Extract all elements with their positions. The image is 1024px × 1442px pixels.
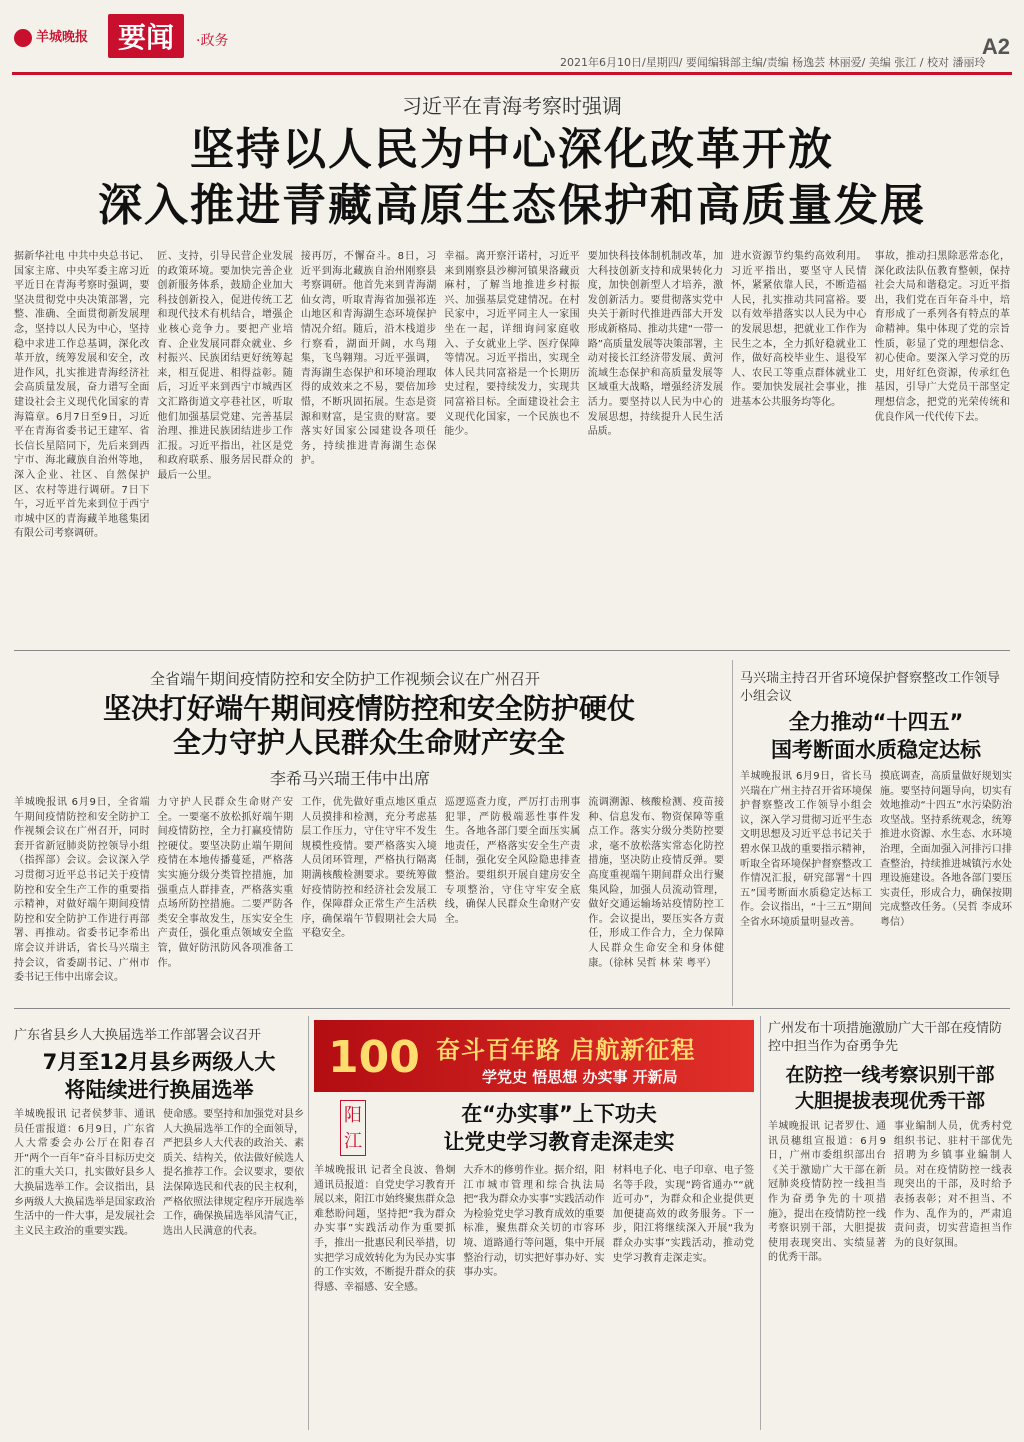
story2-headline <box>14 692 724 760</box>
brand-name: 羊城晚报 <box>36 30 89 45</box>
story2-column: 流调溯源、核酸检测、疫苗接种、信息发布、物资保障等重点工作。落实分级分类防控要求，毫不放松落实常态化防控措施，坚决防止疫情反弹。要高度重视端午期间群众出行聚集风险，加强人员流动管理，做好交通运输场站疫情防控工作。会议提出，要压实各方责任，形成工作合力，全力保障人民群众生命安全和身体健康。（徐林 吴哲 林 荣 粤平） <box>588 797 724 969</box>
divider <box>14 650 1010 651</box>
lead-headline <box>0 122 1024 234</box>
lead-column: 接再厉，不懈奋斗。8日，习近平到海北藏族自治州刚察县考察调研。他首先来到青海湖仙女湾，听取青海省加强祁连山地区和青海湖生态环境保护情况介绍。随后，沿木栈道步行察看，湖面开阔，水鸟翔集，飞鸟翱翔。习近平强调，青海湖生态保护和环境治理取得的成效来之不易，要倍加珍惜，不断巩固拓展。生态是资源和财富，是宝贵的财富。要落实好国家公园建设各项任务，持续推进青海湖生态保护。 <box>300 251 437 467</box>
story3-headline-line-1: 全力推动“十四五” <box>788 710 964 734</box>
lead-kicker: 习近平在青海考察时强调 <box>402 94 622 118</box>
lead-headline-line-1: 坚持以人民为中心深化改革开放 <box>190 124 834 175</box>
story3-headline-line-2: 国考断面水质稳定达标 <box>771 738 981 762</box>
story4-headline-line-1: 7月至12月县乡两级人大 <box>42 1050 276 1074</box>
lead-body <box>14 250 1010 642</box>
story6-headline <box>768 1062 1012 1114</box>
story4-column: 羊城晚报讯 记者侯梦菲、通讯员任雷报道：6月9日，广东省人大常委会办公厅在阳春召开“两个一百年”奋斗目标历史交汇的重大关口，扎实做好县乡人大换届选举工作。会议指出，县乡两级人大换届选举是国家政治生活中的一件大事，是发展社会主义民主政治的重要实践。 <box>14 1109 155 1237</box>
story2-byline: 李希马兴瑞王伟中出席 <box>270 769 431 788</box>
masthead <box>0 0 1024 74</box>
section-subtitle: ·政务 <box>196 33 229 49</box>
story4-body <box>14 1108 304 1430</box>
story5-headline-line-2: 让党史学习教育走深走实 <box>443 1130 675 1154</box>
story4-headline-line-2: 将陆续进行换届选举 <box>64 1078 254 1102</box>
column-divider <box>308 1016 309 1430</box>
section-badge: 要闻 <box>108 14 184 58</box>
story3-column: 羊城晚报讯 6月9日，省长马兴瑞在广州主持召开省环境保护督察整改工作领导小组会议，深入学习贯彻习近平生态文明思想及习近平总书记关于碧水保卫战的重要指示精神，听取全省环境保护督察整改工作情况汇报，研究部署“十四五”国考断面水质稳定达标工作。会议指出，“十三五”期间全省水环境质量明显改善。 <box>740 771 872 928</box>
lead-column: 要加快科技体制机制改革，加大科技创新支持和成果转化力度，加快创新型人才培养，激发创新活力。要贯彻落实党中央关于新时代推进西部大开发形成新格局、推动共建“一带一路”高质量发展等决策部署，主动对接长江经济带发展、黄河流域生态保护和高质量发展等区域重大战略，增强经济发展活力。要坚持以人民为中心的发展思想，持续提升人民生活品质。 <box>587 251 724 438</box>
lead-column: 据新华社电 中共中央总书记、国家主席、中央军委主席习近平近日在青海考察时强调，要坚决贯彻党中央决策部署，完整、准确、全面贯彻新发展理念，坚持以人民为中心，坚持稳中求进工作总基调，深化改革开放，统筹发展和安全，改进作风，扎实推进青海经济社会高质量发展，奋力谱写全面建设社会主义现代化国家的青海篇章。6月7日至9日，习近平在青海省委书记王建军、省长信长星陪同下，先后来到西宁市、海北藏族自治州等地，深入企业、社区、自然保护区、农村等进行调研。7日下午，习近平首先来到位于西宁市城中区的青海藏羊地毯集团有限公司考察调研。 <box>14 251 150 540</box>
story5-body <box>314 1164 754 1430</box>
banner-motto: 学党史 悟思想 办实事 开新局 <box>482 1068 678 1086</box>
story3-kicker: 马兴瑞主持召开省环境保护督察整改工作领导小组会议 <box>740 671 1001 704</box>
story6-body <box>768 1120 1012 1430</box>
region-badge: 阳江 <box>340 1100 366 1156</box>
lead-column: 进水资源节约集约高效利用。习近平指出，要坚守人民情怀，紧紧依靠人民，不断造福人民，扎实推动共同富裕。要以有效举措落实以人民为中心的发展思想，把就业工作作为民生之本，全力抓好稳就业工作，做好高校毕业生、退役军人、农民工等重点群体就业工作。要加快发展社会事业，推进基本公共服务均等化。 <box>731 251 867 408</box>
lead-column: 幸福。离开察汗诺村，习近平来到刚察县沙柳河镇果洛藏贡麻村，了解当地推进乡村振兴、加强基层党建情况。在村民家中，习近平同主人一家围坐在一起，详细询问家庭收入、子女就业上学、医疗保障等情况。习近平指出，实现全体人民共同富裕是一个长期历史过程，要持续发力，实现共同富裕目标。全面建设社会主义现代化国家，一个民族也不能少。 <box>444 251 580 438</box>
story4-headline <box>14 1048 304 1104</box>
column-divider <box>732 660 733 1006</box>
story5-column: 材料电子化、电子印章、电子签名等手段，实现“跨省通办”“就近可办”，为群众和企业提供更加便捷高效的政务服务。下一步，阳江将继续深入开展“我为群众办实事”实践活动，推动党史学习教育走深走实。 <box>612 1165 754 1264</box>
story2-column: 力守护人民群众生命财产安全。一要毫不放松抓好端午期间疫情防控，全力打赢疫情防控硬仗。要坚决防止端午期间疫情在本地传播蔓延，严格落实实施分级分类管控措施，加强重点人群排查，严格落实重点场所防控措施。二要严防各类安全事故发生，压实安全生产责任，强化重点领域安全监管，做好防汛防风各项准备工作。 <box>157 797 294 969</box>
story4-column: 使命感。要坚持和加强党对县乡人大换届选举工作的全面领导，严把县乡人大代表的政治关、素质关、结构关，依法做好候选人提名推荐工作。会议要求，要依法保障选民和代表的民主权利，严格依照法律规定程序开展选举工作，确保换届选举风清气正，选出人民满意的代表。 <box>163 1109 304 1237</box>
story2-column: 羊城晚报讯 6月9日，全省端午期间疫情防控和安全防护工作视频会议在广州召开，同时套开省新冠肺炎防控领导小组（指挥部）会议。会议深入学习贯彻习近平总书记关于疫情防控和安全生产工作的重要指示精神，对做好端午期间疫情防控和安全防护工作进行再部署、再推动。省委书记李希出席会议并讲话，省长马兴瑞主持会议，省委副书记、广州市委书记王伟中出席会议。 <box>14 797 150 984</box>
story5-headline <box>372 1100 746 1156</box>
column-divider <box>760 1016 761 1430</box>
brand-logo-icon <box>14 29 32 47</box>
story4-kicker: 广东省县乡人大换届选举工作部署会议召开 <box>14 1028 262 1043</box>
story3-headline <box>740 708 1012 764</box>
dateline: 2021年6月10日/星期四/ 要闻编辑部主编/责编 杨逸芸 林丽爱/ 美编 张江 / 校对 潘丽玲 <box>560 56 986 69</box>
story2-headline-line-2: 全力守护人民群众生命财产安全 <box>172 726 565 759</box>
story6-column: 羊城晚报讯 记者罗仕、通讯员穗组宣报道：6月9日，广州市委组织部出台《关于激励广大干部在新冠肺炎疫情防控一线担当作为奋勇争先的十项措施》，提出在疫情防控一线考察识别干部，大胆提拔使用表现突出、实绩显著的优秀干部。 <box>768 1121 886 1264</box>
story3-column: 摸底调查，高质量做好规划实施。要坚持问题导向，切实有效地推动“十四五”水污染防治攻坚战。坚持系统观念，统筹推进水资源、水生态、水环境治理，全面加强入河排污口排查整治，持续推进城镇污水处理设施建设。各地各部门要压实责任，形成合力，确保按期完成整改任务。（吴哲 李成环 粤信） <box>880 771 1012 928</box>
divider <box>14 1008 1010 1009</box>
story6-column: 事业编制人员，优秀村党组织书记、驻村干部优先招聘为乡镇事业编制人员。对在疫情防控一线表现突出的干部，及时给予表扬表彰；对不担当、不作为、乱作为的，严肃追责问责，切实营造担当作为的良好氛围。 <box>894 1121 1012 1249</box>
party-centenary-banner <box>314 1020 754 1092</box>
centenary-100-icon <box>324 1028 424 1084</box>
story6-kicker: 广州发布十项措施激励广大干部在疫情防控中担当作为奋勇争先 <box>768 1021 1003 1054</box>
story2-kicker: 全省端午期间疫情防控和安全防护工作视频会议在广州召开 <box>150 670 541 688</box>
story5-column: 羊城晚报讯 记者全良波、鲁炯通讯员报道：自党史学习教育开展以来，阳江市始终聚焦群众急难愁盼问题，坚持把“我为群众办实事”实践活动作为重要抓手，推出一批惠民利民举措，切实把学习成效转化为为民办实事的工作实效，不断提升群众的获得感、幸福感、安全感。 <box>314 1165 456 1293</box>
lead-column: 匠、支持，引导民营企业发展的政策环境。要加快完善企业创新服务体系，鼓励企业加大科技创新投入，促进传统工艺和现代技术有机结合，增强企业核心竞争力。要把产业培育、企业发展同群众就业、乡村振兴、民族团结更好统筹起来，相互促进、相得益彰。随后，习近平来到西宁市城西区文汇路街道文亭巷社区，听取他们加强基层党建、完善基层治理、推进民族团结进步工作汇报。习近平指出，社区是党和政府联系、服务居民群众的最后一公里。 <box>157 251 293 481</box>
story2-column: 工作，优先做好重点地区重点人员摸排和检测，充分考虑基层工作压力，守住守牢不发生规模性疫情。要严格落实入境人员闭环管理，严格执行隔离期满核酸检测要求。要统筹做好疫情防控和经济社会发展工作，保障群众正常生产生活秩序，确保端午节假期社会大局平稳安全。 <box>301 797 437 940</box>
banner-slogan: 奋斗百年路 启航新征程 <box>436 1036 696 1064</box>
lead-column: 事故，推动扫黑除恶常态化，深化政法队伍教育整顿，保持社会大局和谐稳定。习近平指出，我们党在百年奋斗中，培育形成了一系列各有特点的革命精神。集中体现了党的宗旨性质，彰显了党的理想信念、初心使命。要深入学习党的历史，用好红色资源，传承红色基因，引导广大党员干部坚定理想信念，把党的光荣传统和优良作风一代代传下去。 <box>874 251 1010 423</box>
masthead-rule <box>12 72 1012 75</box>
lead-headline-line-2: 深入推进青藏高原生态保护和高质量发展 <box>98 180 926 231</box>
story2-column: 巡逻巡查力度，严厉打击刑事犯罪，严防极端恶性事件发生。各地各部门要全面压实属地责任，严格落实安全生产责任制，强化安全风险隐患排查整治。要组织开展自建房安全专项整治，守住守牢安全底线，确保人民群众生命财产安全。 <box>444 797 581 925</box>
newspaper-brand <box>14 26 88 47</box>
story2-body <box>14 796 724 996</box>
story2-headline-line-1: 坚决打好端午期间疫情防控和安全防护硬仗 <box>102 692 635 725</box>
story5-headline-line-1: 在“办实事”上下功夫 <box>461 1102 657 1126</box>
story6-headline-line-1: 在防控一线考察识别干部 <box>785 1064 995 1086</box>
page-number: A2 <box>981 34 1010 59</box>
story3-body <box>740 770 1012 998</box>
story5-column: 大乔木的修剪作业。据介绍，阳江市城市管理和综合执法局把“我为群众办实事”实践活动作为检验党史学习教育成效的重要标准，聚焦群众关切的市容环境、道路通行等问题，集中开展整治行动，切实把好事办好、实事办实。 <box>463 1165 605 1279</box>
svg-text:100: 100 <box>328 1032 420 1083</box>
story6-headline-line-2: 大胆提拔表现优秀干部 <box>794 1090 985 1112</box>
